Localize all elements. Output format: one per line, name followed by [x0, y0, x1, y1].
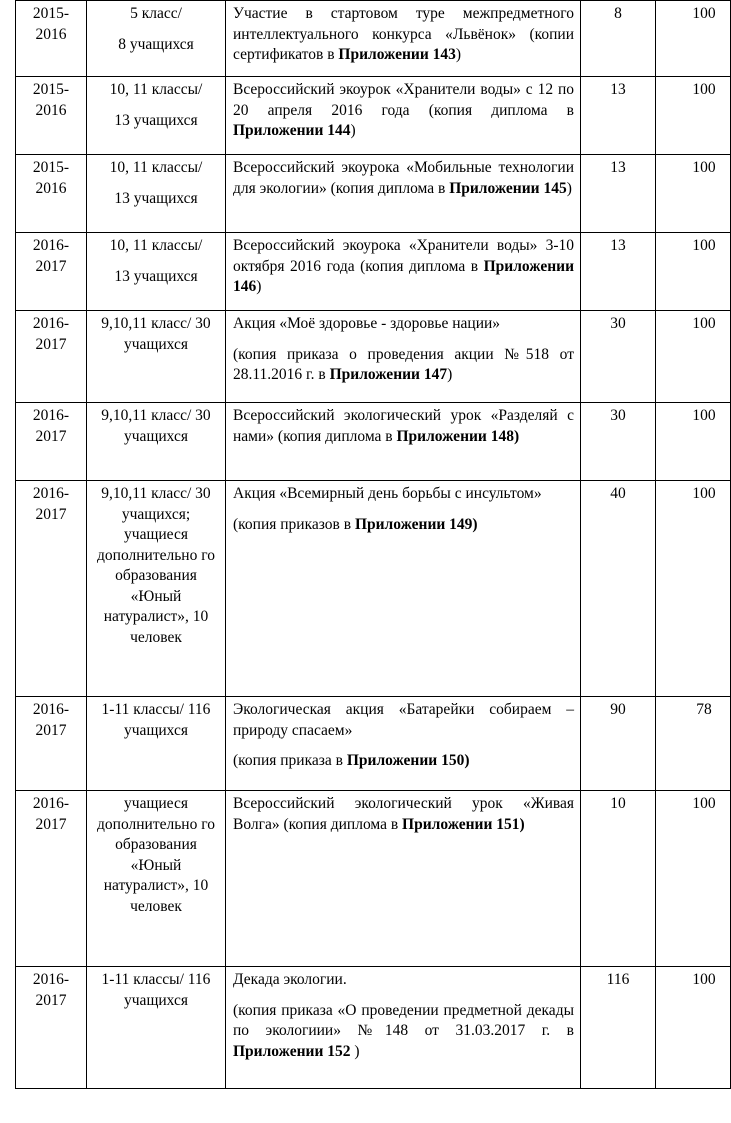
percent-cell [656, 155, 731, 233]
participants-cell [87, 1, 226, 77]
year-cell [16, 697, 87, 791]
event-description-cell [226, 1, 581, 77]
pct-text: 100 [692, 237, 716, 254]
d2-pre-text: (копия приказов в [233, 515, 355, 533]
event-title [233, 158, 574, 199]
d1-pre-text: Экологическая акция «Батарейки собираем –природу спасаем» [233, 701, 574, 739]
d1-bold-text: Приложении 146 [233, 257, 574, 295]
count-cell [581, 791, 656, 967]
year-cell [16, 77, 87, 155]
d1-pre-text: Всероссийский экологический урок «Разделяй с нами» (копия диплома в [233, 407, 574, 445]
d1-bold-text: Приложении 151) [402, 815, 525, 833]
pct-text: 100 [692, 795, 716, 812]
event-title [233, 80, 574, 142]
year-text: 2015-2016 [32, 159, 70, 197]
participants-cell [87, 77, 226, 155]
year-text: 2016-2017 [32, 485, 70, 523]
cls-b-text: 13 учащихся [114, 267, 198, 285]
count-text: 13 [610, 81, 626, 98]
event-description-cell [226, 403, 581, 481]
event-title [233, 4, 574, 66]
year-cell [16, 1, 87, 77]
year-cell [16, 967, 87, 1089]
year-cell [16, 233, 87, 311]
d1-pre-text: Участие в стартовом туре межпредметного интеллектуального конкурса «Львёнок» (копии сертификатов в [233, 5, 574, 63]
event-title [233, 484, 574, 505]
d2-bold-text: Приложении 147 [329, 366, 448, 383]
count-text: 10 [610, 795, 626, 812]
pct-text: 100 [692, 315, 716, 332]
table-row [16, 697, 731, 791]
event-description-cell [226, 967, 581, 1089]
event-description-cell [226, 791, 581, 967]
percent-cell [656, 1, 731, 77]
percent-cell [656, 77, 731, 155]
event-document [233, 1001, 574, 1063]
event-document [233, 515, 574, 536]
event-description-cell [226, 481, 581, 697]
count-cell [581, 1, 656, 77]
participants-cell [87, 403, 226, 481]
count-text: 90 [610, 701, 626, 718]
d2-bold-text: Приложении 150) [346, 752, 470, 769]
d1-post-text: ) [256, 278, 262, 295]
count-text: 13 [610, 237, 626, 254]
participants-cell [87, 155, 226, 233]
cls-a-text: 10, 11 классы/ [109, 81, 203, 98]
d1-pre-text: Всероссийский экоурок «Хранители воды» с 12 по 20 апреля 2016 года (копия диплома в [233, 81, 574, 119]
count-cell [581, 311, 656, 403]
pct-text: 100 [692, 407, 716, 424]
year-text: 2015-2016 [32, 5, 70, 43]
cls-b-text: 13 учащихся [114, 111, 198, 129]
table-row [16, 1, 731, 77]
d1-bold-text: Приложении 144 [233, 122, 351, 139]
d1-post-text: ) [566, 179, 572, 197]
count-cell [581, 697, 656, 791]
table-row [16, 403, 731, 481]
year-text: 2016-2017 [32, 971, 70, 1009]
cls-b-text: 8 учащихся [118, 35, 194, 53]
events-table [15, 0, 731, 1089]
count-cell [581, 967, 656, 1089]
event-description-cell [226, 311, 581, 403]
count-text: 8 [614, 5, 622, 22]
year-text: 2016-2017 [32, 315, 70, 353]
percent-cell [656, 403, 731, 481]
participants-cell [87, 233, 226, 311]
d2-bold-text: Приложении 152 [233, 1042, 351, 1060]
d2-pre-text: (копия приказа «О проведении предметной декады по экологиии» №148 от 31.03.2017 г. в [233, 1001, 574, 1039]
year-text: 2015-2016 [32, 81, 70, 119]
pct-text: 100 [692, 485, 716, 502]
pct-text: 100 [692, 5, 716, 22]
d1-pre-text: Всероссийский экологический урок «Живая Волга» (копия диплома в [233, 795, 574, 833]
count-text: 30 [610, 315, 626, 332]
year-cell [16, 311, 87, 403]
year-text: 2016-2017 [32, 407, 70, 445]
count-cell [581, 155, 656, 233]
d1-pre-text: Всероссийский экоурока «Мобильные технологии для экологии» (копия диплома в [233, 159, 574, 197]
year-text: 2016-2017 [32, 237, 70, 275]
year-cell [16, 403, 87, 481]
year-cell [16, 481, 87, 697]
event-description-cell [226, 233, 581, 311]
percent-cell [656, 791, 731, 967]
cls-a-text: 1-11 классы/ 116 учащихся [101, 971, 211, 1009]
count-text: 40 [610, 485, 626, 502]
percent-cell [656, 697, 731, 791]
table-row [16, 481, 731, 697]
year-text: 2016-2017 [32, 701, 70, 739]
d1-bold-text: Приложении 148) [396, 427, 520, 445]
cls-a-text: 9,10,11 класс/ 30 учащихся [101, 407, 211, 445]
d2-bold-text: Приложении 149) [354, 515, 478, 533]
d1-bold-text: Приложении 145 [449, 179, 567, 197]
d1-post-text: ) [455, 46, 462, 63]
percent-cell [656, 311, 731, 403]
d2-post-text: ) [447, 366, 453, 383]
event-title [233, 700, 574, 741]
participants-cell [87, 311, 226, 403]
d2-pre-text: (копия приказа о проведения акции №518 от 28.11.2016 г. в [233, 345, 574, 383]
cls-a-text: 10, 11 классы/ [109, 159, 203, 176]
cls-a-text: 9,10,11 класс/ 30 учащихся; учащиеся дополнительно го образования «Юный натуралист», 10 человек [97, 485, 215, 646]
d1-pre-text: Акция «Моё здоровье - здоровье нации» [233, 315, 501, 332]
cls-a-text: учащиеся дополнительно го образования «Юный натуралист», 10 человек [97, 795, 215, 915]
event-description-cell [226, 155, 581, 233]
table-row [16, 77, 731, 155]
event-document [233, 751, 574, 772]
cls-b-text: 13 учащихся [114, 189, 198, 207]
participants-cell [87, 967, 226, 1089]
event-title [233, 794, 574, 835]
year-cell [16, 791, 87, 967]
count-cell [581, 233, 656, 311]
pct-text: 100 [692, 971, 716, 988]
table-row [16, 967, 731, 1089]
count-text: 13 [610, 159, 626, 176]
d2-post-text: ) [350, 1042, 360, 1060]
pct-text: 100 [692, 159, 716, 176]
participants-cell [87, 791, 226, 967]
cls-a-text: 5 класс/ [130, 5, 182, 22]
d2-pre-text: (копия приказа в [233, 752, 347, 769]
cls-a-text: 9,10,11 класс/ 30 учащихся [101, 315, 211, 353]
participants-cell [87, 481, 226, 697]
percent-cell [656, 233, 731, 311]
count-cell [581, 403, 656, 481]
d1-pre-text: Декада экологии. [233, 971, 347, 988]
count-cell [581, 77, 656, 155]
pct-text: 100 [692, 81, 716, 98]
event-description-cell [226, 697, 581, 791]
event-title [233, 236, 574, 298]
event-title [233, 314, 574, 335]
table-row [16, 155, 731, 233]
event-description-cell [226, 77, 581, 155]
year-text: 2016-2017 [32, 795, 70, 833]
year-cell [16, 155, 87, 233]
table-row [16, 311, 731, 403]
table-row [16, 791, 731, 967]
pct-text: 78 [696, 701, 712, 718]
d1-pre-text: Всероссийский экоурока «Хранители воды» 3-10 октября 2016 года (копия диплома в [233, 237, 574, 275]
event-document [233, 345, 574, 386]
table-row [16, 233, 731, 311]
percent-cell [656, 967, 731, 1089]
count-text: 30 [610, 407, 626, 424]
d1-post-text: ) [350, 122, 356, 139]
d1-pre-text: Акция «Всемирный день борьбы с инсультом» [233, 485, 542, 502]
cls-a-text: 10, 11 классы/ [109, 237, 203, 254]
d1-bold-text: Приложении 143 [338, 46, 456, 63]
cls-a-text: 1-11 классы/ 116 учащихся [101, 701, 211, 739]
event-title [233, 970, 574, 991]
count-text: 116 [606, 971, 630, 988]
percent-cell [656, 481, 731, 697]
event-title [233, 406, 574, 447]
count-cell [581, 481, 656, 697]
participants-cell [87, 697, 226, 791]
